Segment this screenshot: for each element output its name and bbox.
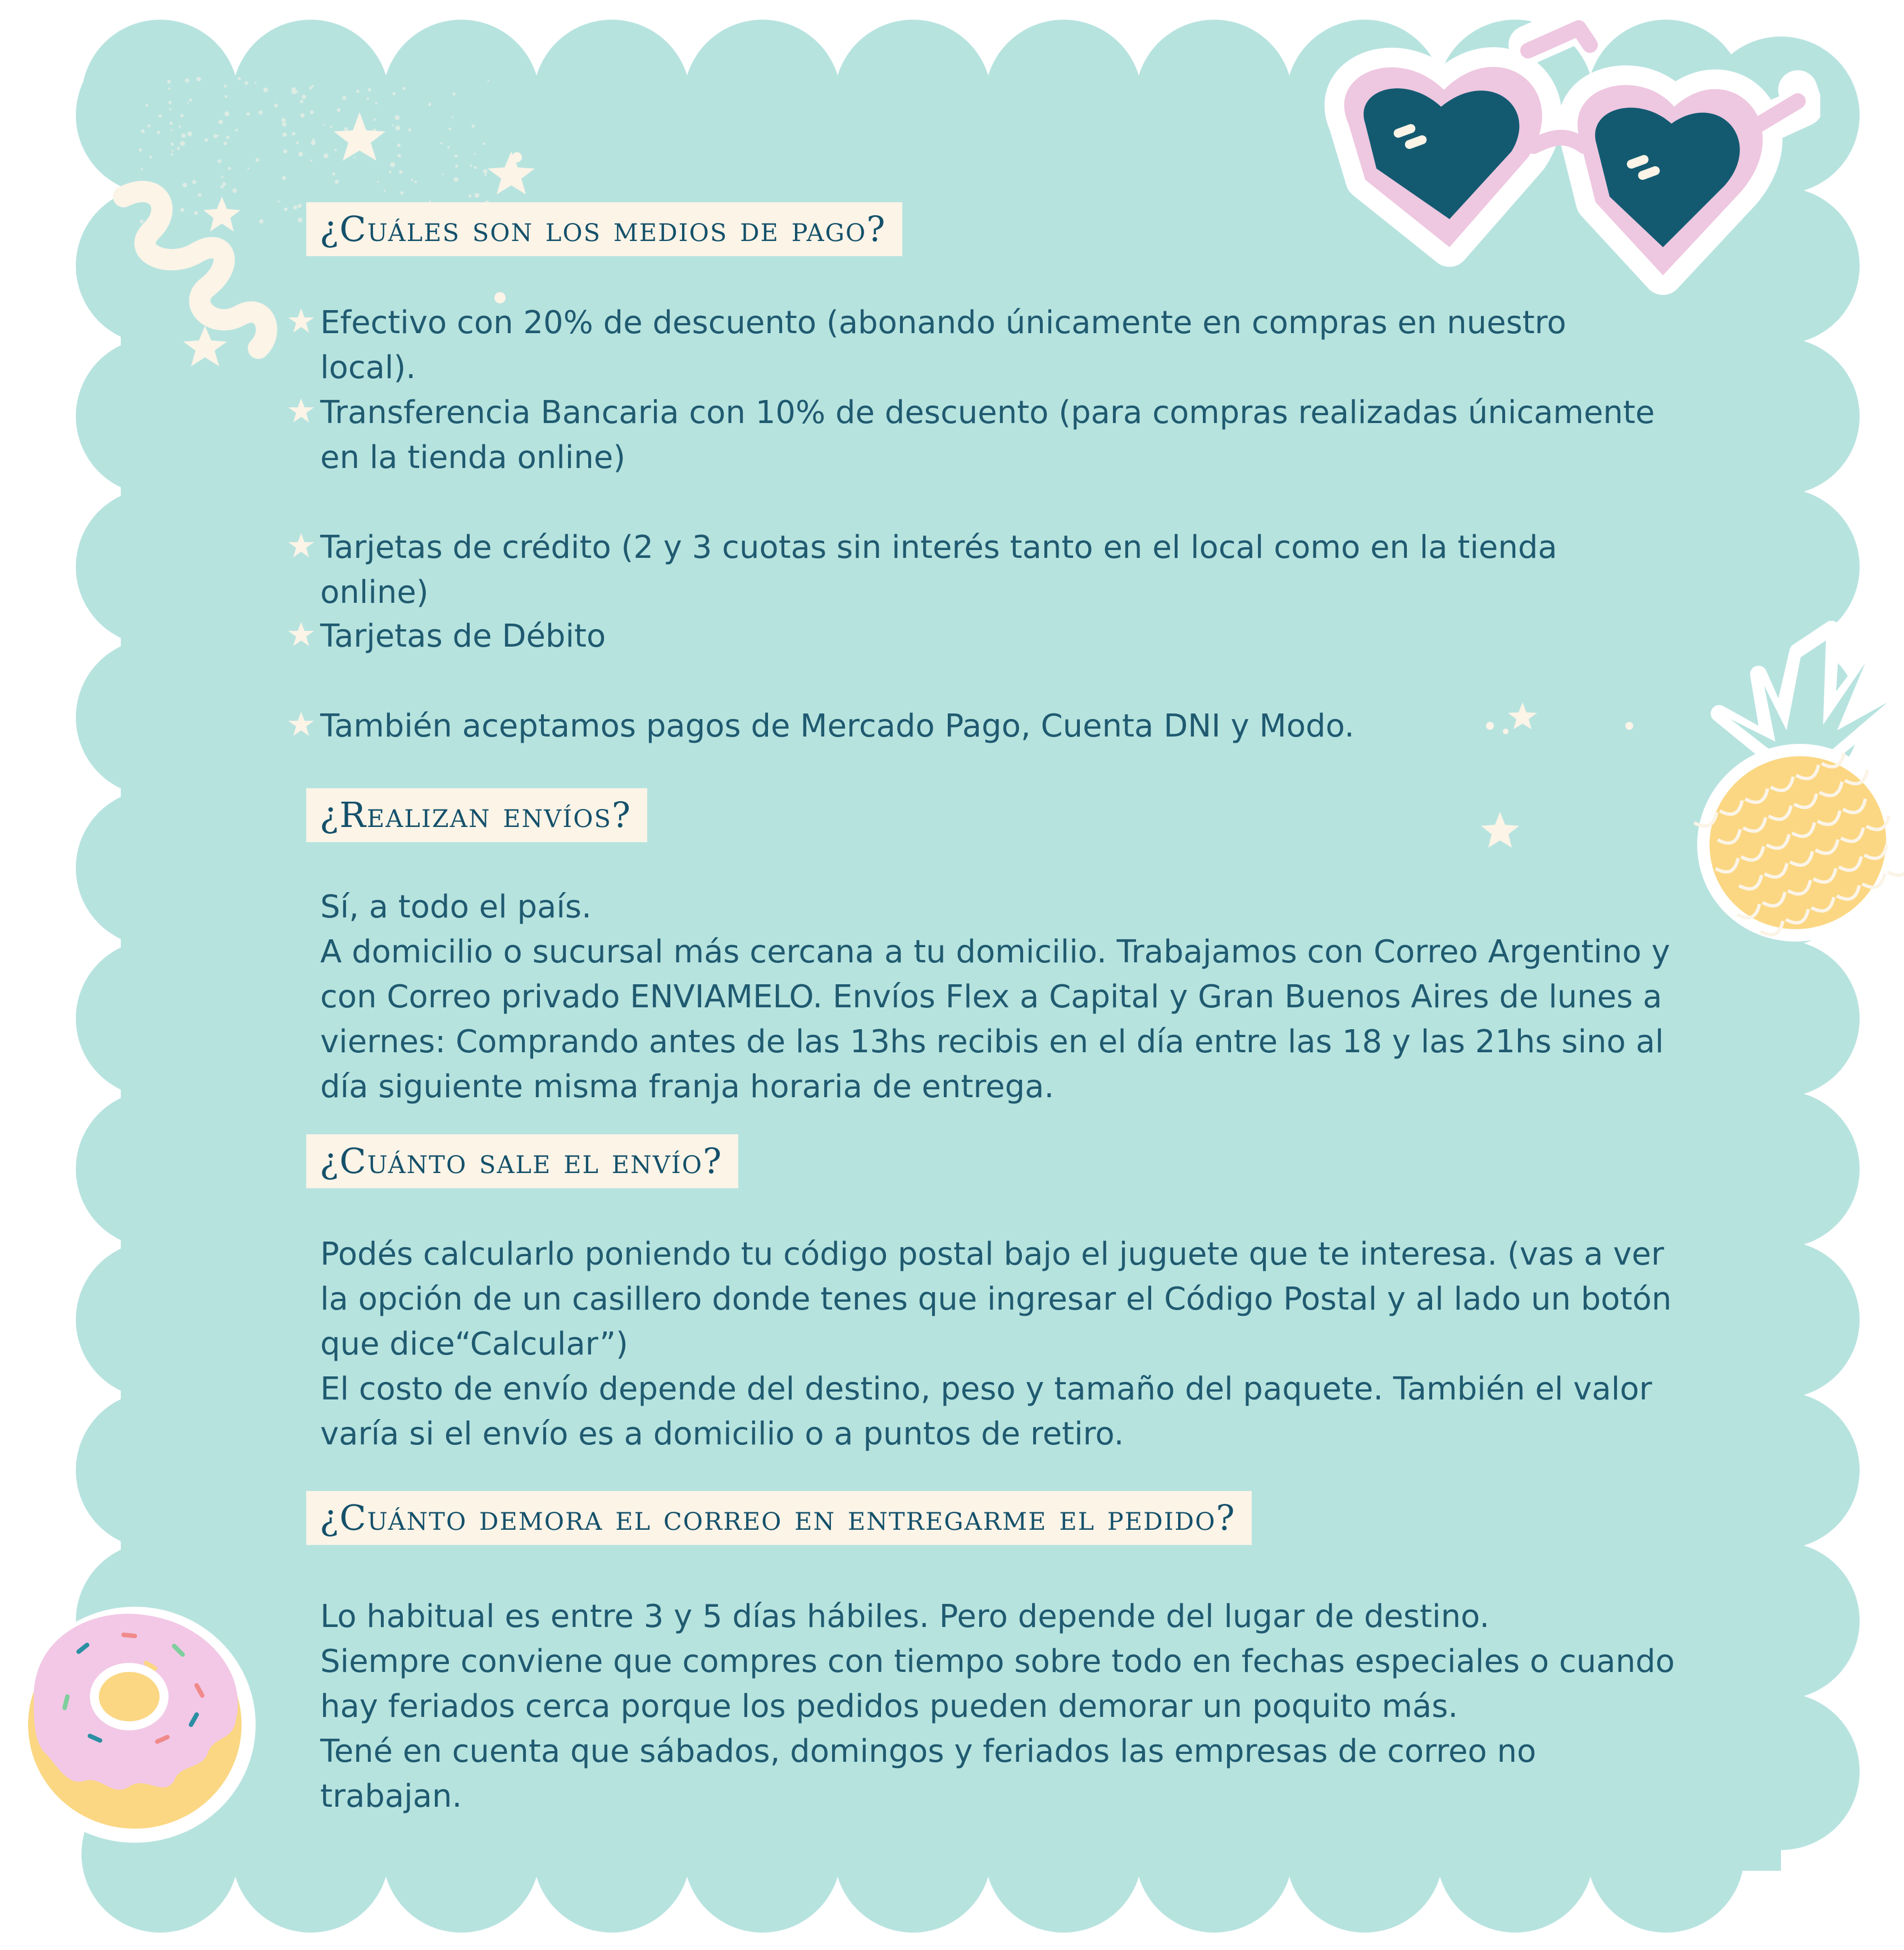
payment-item-text: También aceptamos pagos de Mercado Pago, Cuenta DNI y Modo.	[320, 708, 1355, 744]
payment-item-text: Tarjetas de Débito	[320, 618, 606, 654]
heading-shipping: ¿Realizan envíos?	[306, 788, 647, 842]
star-bullet-icon	[288, 397, 315, 424]
paragraph: Lo habitual es entre 3 y 5 días hábiles. Pero depende del lugar de destino.	[320, 1598, 1490, 1635]
paragraph: Tené en cuenta que sábados, domingos y feriados las empresas de correo no trabajan.	[320, 1733, 1537, 1815]
paragraph: Podés calcularlo poniendo tu código postal bajo el juguete que te interesa. (vas a ver la opción de un casillero donde tenes que ingresar el Código Postal y al lado un botón que dice“Calcular”)	[320, 1236, 1672, 1362]
delivery-time-answer	[320, 1594, 1685, 1819]
paragraph: A domicilio o sucursal más cercana a tu domicilio. Trabajamos con Correo Argentino y con Correo privado ENVIAMELO. Envíos Flex a Capital y Gran Buenos Aires de lunes a viernes: Comprando antes de las 13hs recibis en el día entre las 18 y las 21hs sino al día siguiente misma franja horaria de entrega.	[320, 934, 1670, 1105]
paragraph: Siempre conviene que compres con tiempo sobre todo en fechas especiales o cuando hay feriados cerca porque los pedidos pueden demorar un poquito más.	[320, 1643, 1675, 1725]
star-bullet-icon	[288, 621, 315, 648]
paragraph: El costo de envío depende del destino, peso y tamaño del paquete. También el valor varía si el envío es a domicilio o a puntos de retiro.	[320, 1371, 1652, 1452]
heading-payment-methods: ¿Cuáles son los medios de pago?	[306, 202, 902, 256]
shipping-answer	[320, 885, 1685, 1110]
paragraph: Sí, a todo el país.	[320, 889, 592, 925]
payment-item-text: Transferencia Bancaria con 10% de descuento (para compras realizadas únicamente en la tienda online)	[320, 394, 1655, 476]
star-bullet-icon	[288, 307, 315, 334]
payment-item-text: Efectivo con 20% de descuento (abonando únicamente en compras en nuestro local).	[320, 304, 1566, 386]
payment-item-cash	[288, 301, 1670, 390]
star-bullet-icon	[288, 532, 315, 559]
payment-item-transfer	[288, 390, 1670, 480]
payment-item-debit-cards	[288, 614, 1670, 659]
payment-item-wallets	[288, 704, 1670, 749]
payment-item-credit-cards	[288, 525, 1670, 615]
star-bullet-icon	[288, 711, 315, 738]
payment-item-text: Tarjetas de crédito (2 y 3 cuotas sin interés tanto en el local como en la tienda online)	[320, 529, 1557, 611]
shipping-cost-answer	[320, 1232, 1685, 1457]
heading-delivery-time: ¿Cuánto demora el correo en entregarme el pedido?	[306, 1491, 1252, 1545]
heading-shipping-cost: ¿Cuánto sale el envío?	[306, 1134, 738, 1188]
